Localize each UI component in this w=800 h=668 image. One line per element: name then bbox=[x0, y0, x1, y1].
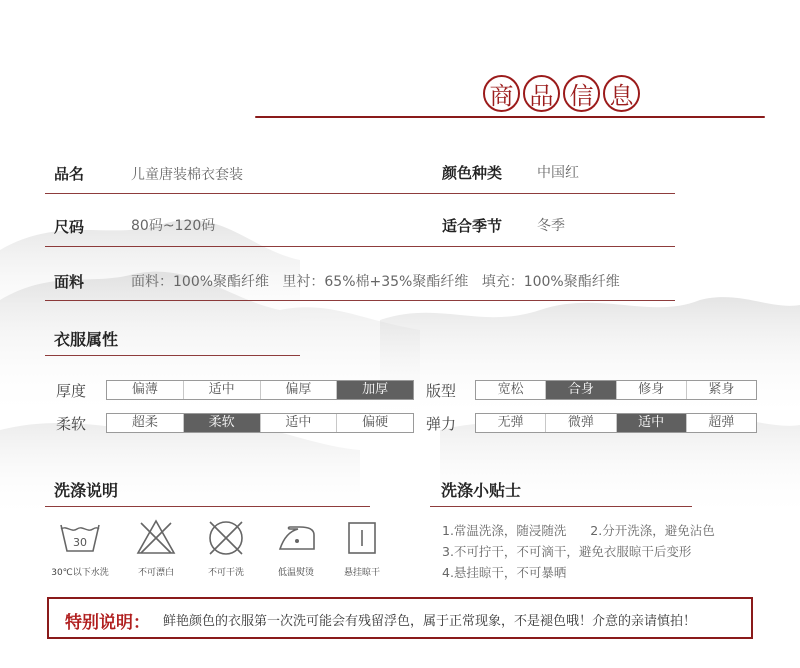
section-divider bbox=[45, 506, 370, 507]
washing-title: 洗涤说明 bbox=[54, 481, 119, 500]
fit-option-selected: 合身 bbox=[546, 381, 616, 399]
special-notice-box bbox=[47, 597, 753, 639]
size-value: 80码~120码 bbox=[131, 218, 216, 234]
product-name-label: 品名 bbox=[54, 165, 85, 183]
wash-30-icon bbox=[59, 521, 101, 555]
row-divider bbox=[45, 246, 675, 247]
softness-option: 超柔 bbox=[107, 414, 184, 432]
thickness-option: 适中 bbox=[184, 381, 261, 399]
tip-line: 3.不可拧干，不可滴干，避免衣服晾干后变形 bbox=[442, 544, 692, 559]
fabric-value: 面料：100%聚酯纤维 里衬：65%棉+35%聚酯纤维 填充：100%聚酯纤维 bbox=[131, 274, 620, 290]
season-label: 适合季节 bbox=[442, 217, 503, 235]
attributes-title: 衣服属性 bbox=[54, 330, 119, 349]
row-divider bbox=[45, 193, 675, 194]
wash-caption: 悬挂晾干 bbox=[343, 568, 380, 578]
section-divider bbox=[45, 355, 300, 356]
seal-char: 信 bbox=[563, 75, 600, 112]
elasticity-option-selected: 适中 bbox=[617, 414, 687, 432]
wash-temp-text: 30 bbox=[73, 536, 87, 549]
thickness-selector bbox=[106, 380, 414, 400]
fit-selector bbox=[475, 380, 757, 400]
softness-option-selected: 柔软 bbox=[184, 414, 261, 432]
section-header-seals bbox=[483, 75, 640, 112]
thickness-label: 厚度 bbox=[56, 382, 87, 400]
wash-caption: 30℃以下水洗 bbox=[51, 568, 109, 578]
fit-option: 紧身 bbox=[708, 382, 735, 397]
seal-char: 息 bbox=[603, 75, 640, 112]
wash-caption: 不可漂白 bbox=[137, 568, 174, 578]
softness-option: 适中 bbox=[261, 414, 338, 432]
softness-selector bbox=[106, 413, 414, 433]
softness-label: 柔软 bbox=[56, 415, 87, 433]
no-dryclean-icon bbox=[206, 518, 246, 558]
fit-option: 修身 bbox=[617, 381, 687, 399]
softness-option: 偏硬 bbox=[362, 415, 389, 430]
header-brush-line bbox=[255, 116, 765, 118]
elasticity-label: 弹力 bbox=[426, 415, 457, 433]
seal-char: 品 bbox=[523, 75, 560, 112]
wash-caption: 低温熨烫 bbox=[277, 568, 314, 578]
fit-option: 宽松 bbox=[476, 381, 546, 399]
elasticity-selector bbox=[475, 413, 757, 433]
season-value: 冬季 bbox=[537, 218, 565, 234]
elasticity-option: 超弹 bbox=[708, 415, 735, 430]
elasticity-option: 无弹 bbox=[476, 414, 546, 432]
elasticity-option: 微弹 bbox=[546, 414, 616, 432]
seal-char: 商 bbox=[483, 75, 520, 112]
tips-title: 洗涤小贴士 bbox=[441, 481, 522, 500]
low-iron-icon bbox=[276, 523, 318, 553]
thickness-option: 偏厚 bbox=[261, 381, 338, 399]
fit-label: 版型 bbox=[426, 382, 457, 400]
product-name-value: 儿童唐装棉衣套装 bbox=[131, 167, 243, 183]
section-divider bbox=[430, 506, 692, 507]
tip-line: 4.悬挂晾干，不可暴晒 bbox=[442, 565, 567, 580]
color-label: 颜色种类 bbox=[442, 164, 503, 182]
size-label: 尺码 bbox=[54, 218, 85, 236]
thickness-option: 偏薄 bbox=[107, 381, 184, 399]
row-divider bbox=[45, 300, 675, 301]
hang-dry-icon bbox=[347, 521, 377, 555]
tip-line: 1.常温洗涤，随浸随洗 2.分开洗涤，避免沾色 bbox=[442, 523, 715, 538]
thickness-option-selected: 加厚 bbox=[337, 381, 413, 399]
color-value: 中国红 bbox=[537, 165, 579, 181]
notice-heading: 特别说明： bbox=[65, 613, 150, 633]
no-bleach-icon bbox=[136, 519, 176, 555]
notice-text: 鲜艳颜色的衣服第一次洗可能会有残留浮色，属于正常现象，不是褪色哦！介意的亲请慎拍！ bbox=[163, 614, 697, 629]
wash-caption: 不可干洗 bbox=[207, 568, 244, 578]
fabric-label: 面料 bbox=[54, 273, 85, 291]
